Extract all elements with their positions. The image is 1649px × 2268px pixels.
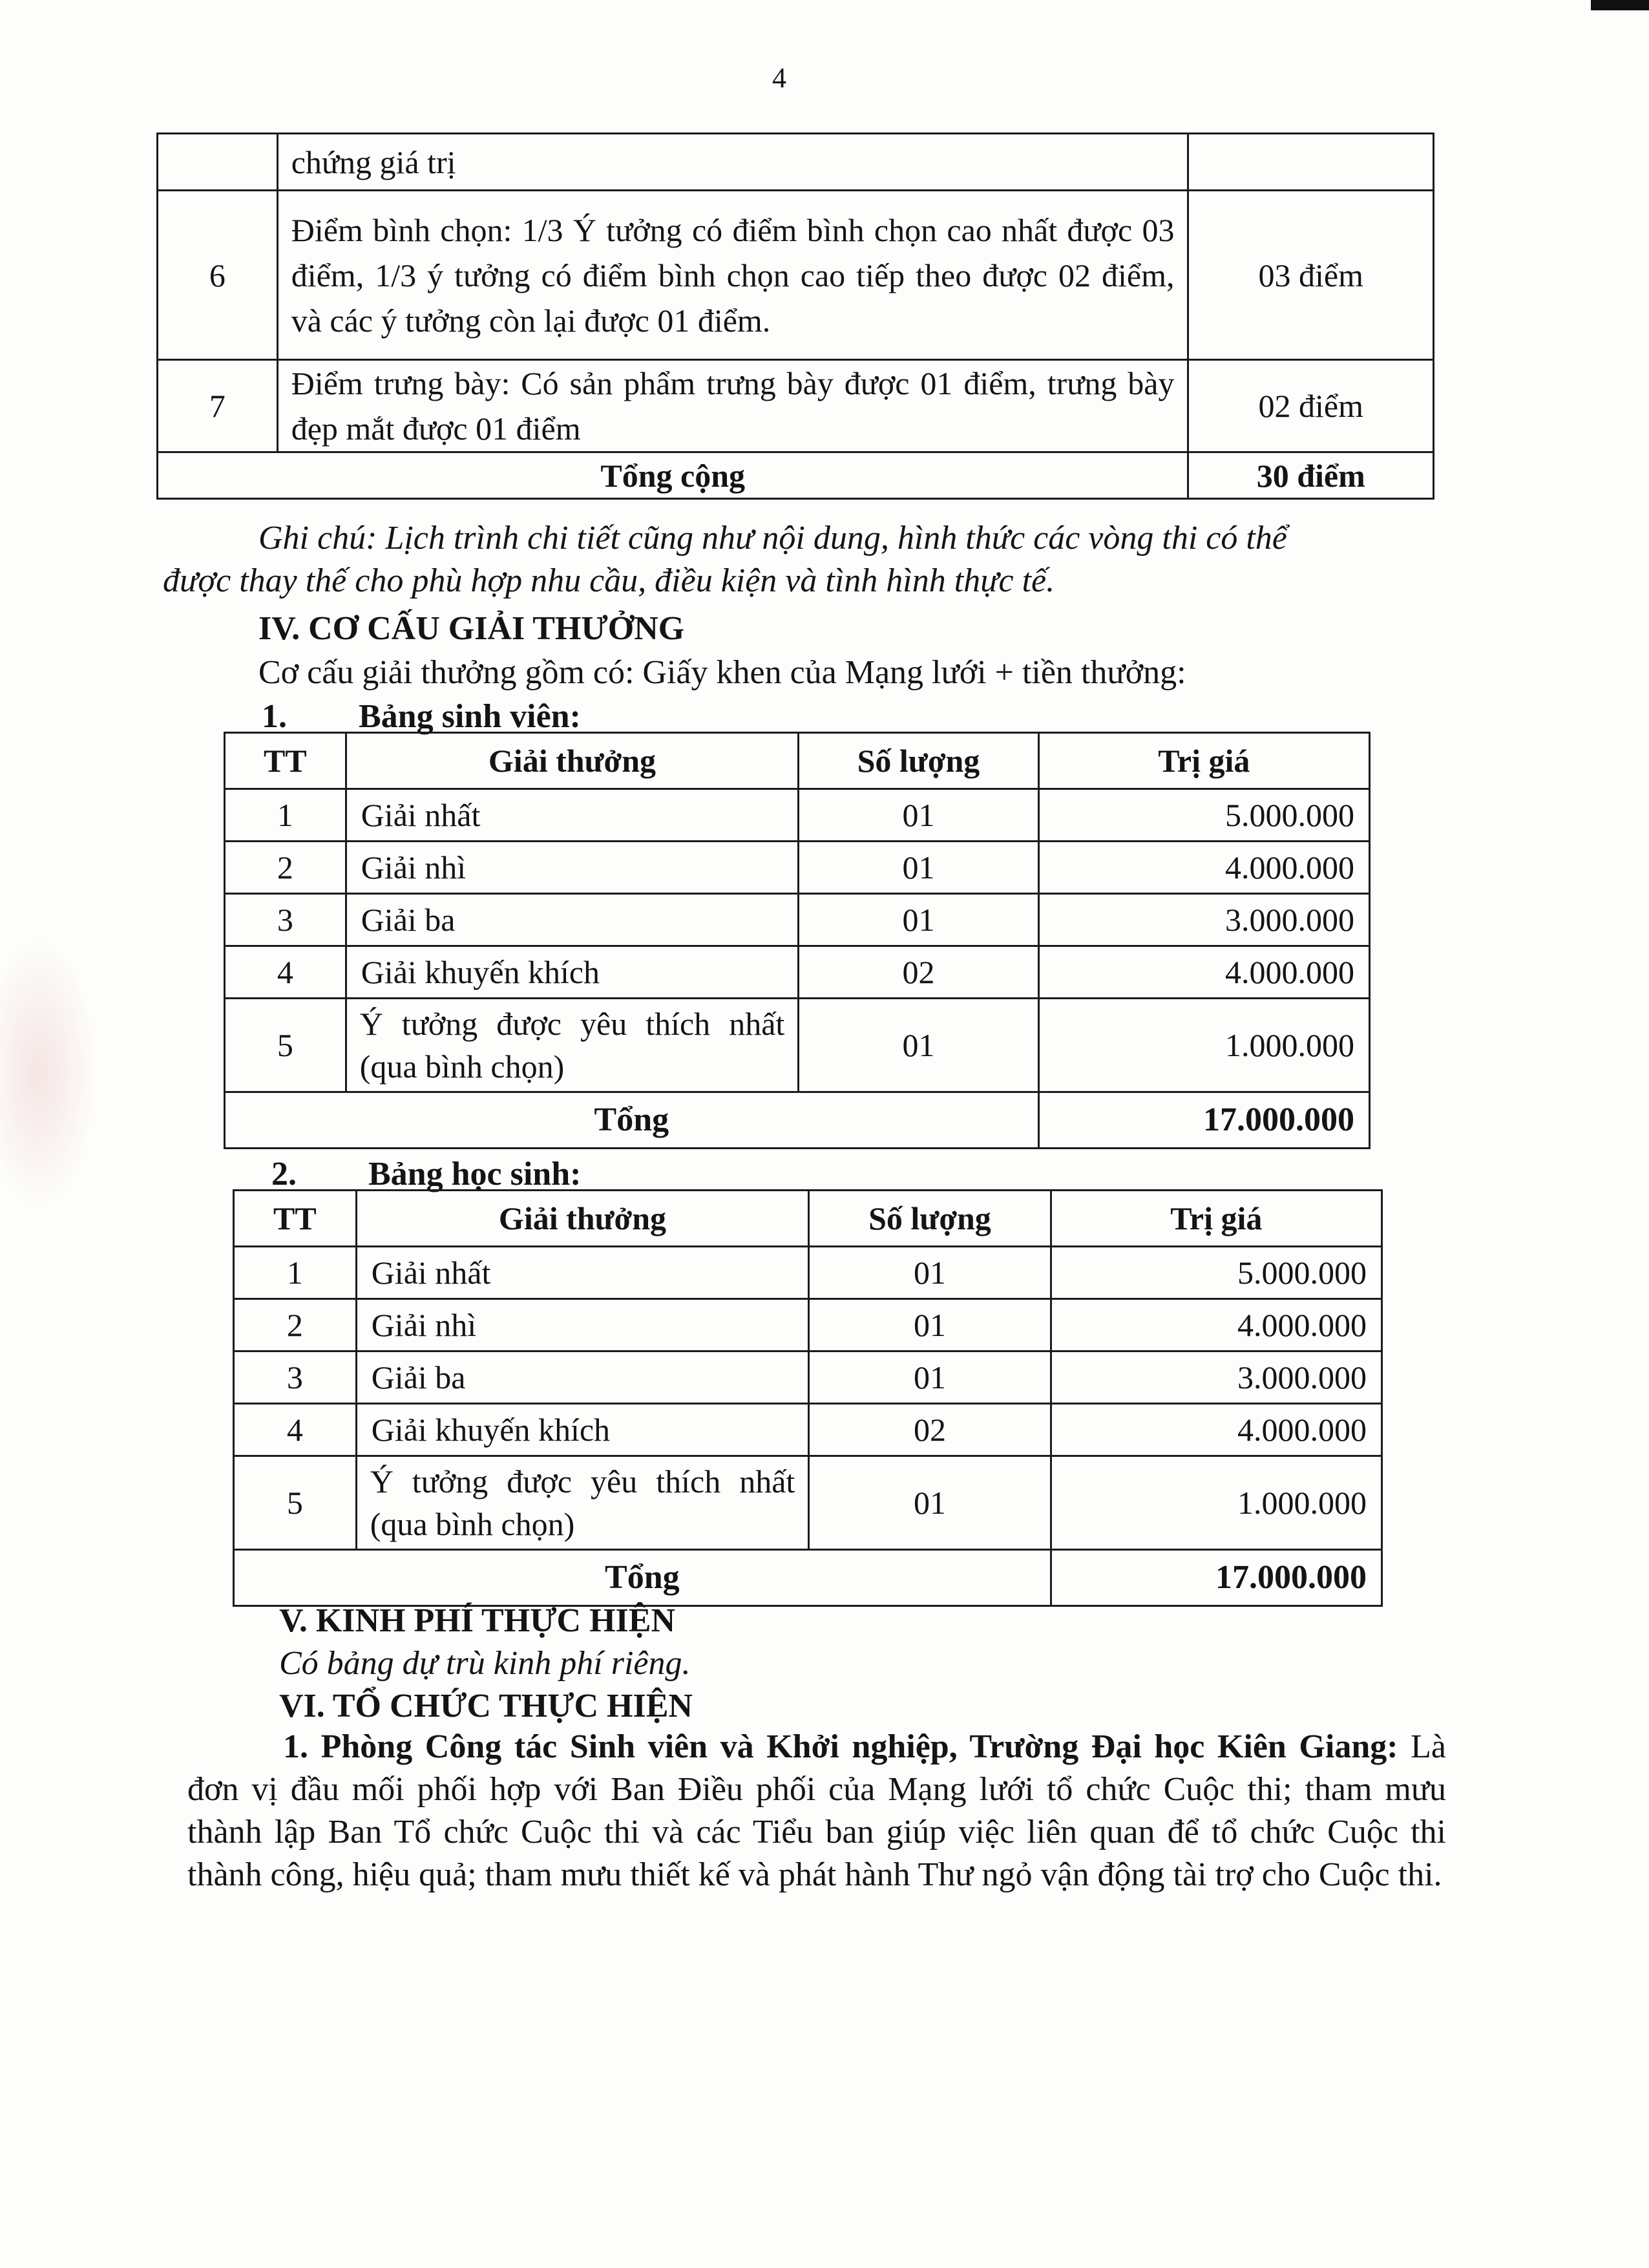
cell-quantity: 01 [799, 999, 1038, 1092]
ink-bleed-mark [0, 937, 97, 1209]
table-row [225, 842, 1370, 894]
section-6-item-1-text: Là đơn vị đầu mối phối hợp với Ban Điều phối của Mạng lưới tổ chức Cuộc thi; tham mưu thành lập Ban Tổ chức Cuộc thi và các Tiểu ban giúp việc liên quan để tổ chức Cuộc thi thành công, hiệu quả; tham mưu thiết kế và phát hành Thư ngỏ vận động tài trợ cho Cuộc thi. [187, 1728, 1446, 1893]
section-4-intro: Cơ cấu giải thưởng gồm có: Giấy khen của Mạng lưới + tiền thưởng: [258, 654, 1186, 691]
table-row [158, 191, 1434, 360]
criteria-no [158, 134, 278, 191]
table-row [234, 1299, 1382, 1351]
cell-tt: 2 [225, 842, 346, 894]
cell-quantity: 01 [809, 1247, 1051, 1299]
header-value: Trị giá [1038, 733, 1369, 789]
cell-value: 4.000.000 [1038, 946, 1369, 999]
criteria-no: 6 [158, 191, 278, 360]
section-6-heading: VI. TỔ CHỨC THỰC HIỆN [279, 1688, 693, 1724]
cell-tt: 1 [225, 789, 346, 842]
note-line-2: được thay thế cho phù hợp nhu cầu, điều kiện và tình hình thực tế. [163, 562, 1055, 599]
cell-value: 3.000.000 [1038, 894, 1369, 946]
student-table-number: 1. [262, 698, 287, 735]
cell-quantity: 02 [799, 946, 1038, 999]
section-5-heading: V. KINH PHÍ THỰC HIỆN [279, 1602, 676, 1639]
cell-tt: 3 [225, 894, 346, 946]
table-header-row [234, 1191, 1382, 1247]
criteria-content: Điểm trưng bày: Có sản phẩm trưng bày được 01 điểm, trưng bày đẹp mắt được 01 điểm [277, 360, 1188, 452]
table-header-row [225, 733, 1370, 789]
table-row [234, 1247, 1382, 1299]
cell-value: 5.000.000 [1051, 1247, 1381, 1299]
header-tt: TT [225, 733, 346, 789]
table-total-row [158, 452, 1434, 499]
table-row [158, 360, 1434, 452]
cell-tt: 4 [234, 1404, 357, 1456]
cell-award: Giải ba [356, 1351, 809, 1404]
cell-quantity: 02 [809, 1404, 1051, 1456]
header-quantity: Số lượng [799, 733, 1038, 789]
cell-value: 1.000.000 [1038, 999, 1369, 1092]
header-quantity: Số lượng [809, 1191, 1051, 1247]
cell-tt: 5 [234, 1456, 357, 1550]
cell-quantity: 01 [799, 789, 1038, 842]
cell-value: 4.000.000 [1051, 1404, 1381, 1456]
table-total-row [234, 1550, 1382, 1606]
student-awards-table [224, 732, 1371, 1149]
cell-tt: 3 [234, 1351, 357, 1404]
total-value: 17.000.000 [1038, 1092, 1369, 1149]
student-table-caption: Bảng sinh viên: [359, 698, 581, 735]
header-award: Giải thưởng [346, 733, 799, 789]
cell-quantity: 01 [809, 1456, 1051, 1550]
total-value: 17.000.000 [1051, 1550, 1381, 1606]
table-row [234, 1404, 1382, 1456]
cell-tt: 1 [234, 1247, 357, 1299]
page-number: 4 [772, 62, 786, 94]
criteria-points: 03 điểm [1188, 191, 1434, 360]
header-award: Giải thưởng [356, 1191, 809, 1247]
criteria-points: 02 điểm [1188, 360, 1434, 452]
scan-edge-mark [1591, 0, 1649, 10]
cell-tt: 2 [234, 1299, 357, 1351]
cell-quantity: 01 [799, 842, 1038, 894]
cell-quantity: 01 [799, 894, 1038, 946]
table-row [225, 946, 1370, 999]
section-6-item-1-title: 1. Phòng Công tác Sinh viên và Khởi nghiệp, Trường Đại học Kiên Giang: [283, 1728, 1398, 1765]
criteria-content: Điểm bình chọn: 1/3 Ý tưởng có điểm bình chọn cao nhất được 03 điểm, 1/3 ý tưởng có điểm bình chọn cao tiếp theo được 02 điểm, và các ý tưởng còn lại được 01 điểm. [277, 191, 1188, 360]
criteria-total-label: Tổng cộng [158, 452, 1188, 499]
pupil-table-number: 2. [271, 1156, 297, 1192]
table-row [234, 1456, 1382, 1550]
cell-award: Ý tưởng được yêu thích nhất (qua bình chọn) [346, 999, 799, 1092]
pupil-awards-table [233, 1189, 1383, 1607]
cell-award: Ý tưởng được yêu thích nhất (qua bình chọn) [356, 1456, 809, 1550]
section-6-paragraph [187, 1726, 1446, 1896]
cell-award: Giải ba [346, 894, 799, 946]
cell-award: Giải nhì [356, 1299, 809, 1351]
criteria-table [156, 132, 1434, 500]
table-row [225, 894, 1370, 946]
cell-tt: 5 [225, 999, 346, 1092]
section-4-heading: IV. CƠ CẤU GIẢI THƯỞNG [258, 610, 685, 647]
cell-award: Giải khuyến khích [346, 946, 799, 999]
total-label: Tổng [225, 1092, 1039, 1149]
cell-value: 3.000.000 [1051, 1351, 1381, 1404]
table-row [225, 999, 1370, 1092]
header-tt: TT [234, 1191, 357, 1247]
criteria-points [1188, 134, 1434, 191]
section-5-text: Có bảng dự trù kinh phí riêng. [279, 1645, 691, 1682]
criteria-no: 7 [158, 360, 278, 452]
cell-award: Giải nhất [356, 1247, 809, 1299]
note-line-1: Ghi chú: Lịch trình chi tiết cũng như nội dung, hình thức các vòng thi có thể [258, 520, 1287, 556]
table-row [225, 789, 1370, 842]
cell-award: Giải khuyến khích [356, 1404, 809, 1456]
cell-value: 1.000.000 [1051, 1456, 1381, 1550]
cell-quantity: 01 [809, 1351, 1051, 1404]
cell-value: 4.000.000 [1051, 1299, 1381, 1351]
cell-award: Giải nhì [346, 842, 799, 894]
header-value: Trị giá [1051, 1191, 1381, 1247]
cell-value: 5.000.000 [1038, 789, 1369, 842]
pupil-table-caption: Bảng học sinh: [368, 1156, 582, 1192]
cell-quantity: 01 [809, 1299, 1051, 1351]
table-row [158, 134, 1434, 191]
table-row [234, 1351, 1382, 1404]
criteria-content: chứng giá trị [277, 134, 1188, 191]
cell-tt: 4 [225, 946, 346, 999]
cell-award: Giải nhất [346, 789, 799, 842]
table-total-row [225, 1092, 1370, 1149]
cell-value: 4.000.000 [1038, 842, 1369, 894]
criteria-total-value: 30 điểm [1188, 452, 1434, 499]
total-label: Tổng [234, 1550, 1051, 1606]
